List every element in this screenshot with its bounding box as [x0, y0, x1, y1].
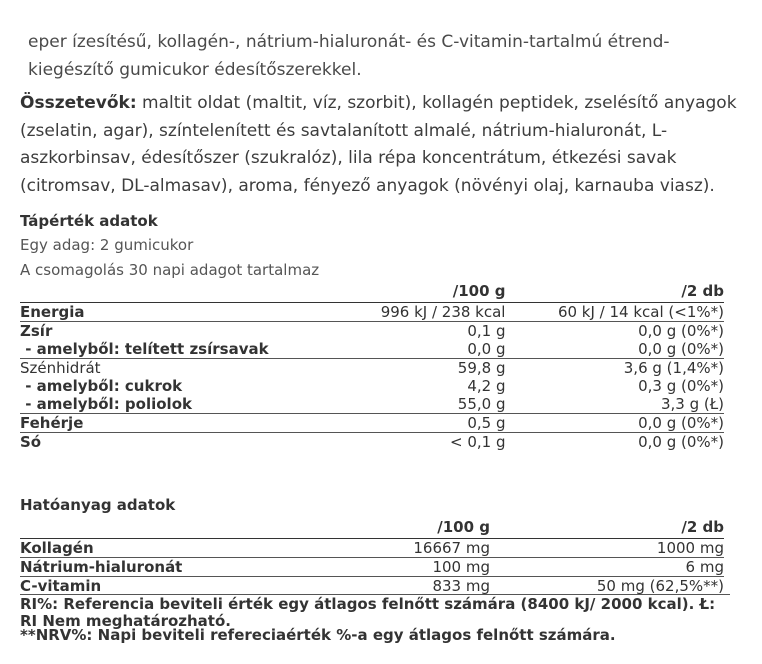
- nutrition-table: [20, 280, 724, 451]
- nutrient-perserving: 3,6 g (1,4%*): [505, 359, 724, 378]
- active-perserving: 50 mg (62,5%**): [490, 577, 724, 596]
- active-ingredients-title: Hatóanyag adatok: [20, 496, 176, 514]
- nutrient-perserving: 3,3 g (Ł): [660, 395, 724, 413]
- active-per100: 100 mg: [220, 558, 490, 577]
- active-header-per100: /100 g: [220, 516, 490, 539]
- nutrient-per100: 996 kJ / 238 kcal: [380, 303, 506, 321]
- nutrition-row-salt: [20, 433, 724, 452]
- nutrition-row-carbs: [20, 359, 724, 378]
- nutrient-name: Szénhidrát: [20, 359, 269, 378]
- nutrition-header-name: [20, 280, 269, 303]
- nutrient-name: Fehérje: [20, 414, 269, 433]
- nutrient-perserving: 0,0 g (0%*): [638, 340, 724, 358]
- nutrient-per100: 4,2 g: [467, 377, 506, 395]
- nutrient-per100: 55,0 g: [457, 395, 506, 413]
- nutrient-per100: < 0,1 g: [269, 433, 506, 452]
- nutrition-row-sugars: [20, 377, 724, 395]
- nutrient-per100: 0,1 g: [269, 322, 506, 341]
- nutrition-header-per100: /100 g: [269, 280, 506, 303]
- nutrient-per100: 59,8 g: [269, 359, 506, 378]
- active-header-perserving: /2 db: [490, 516, 724, 539]
- nutrition-row-fat: [20, 322, 724, 341]
- nutrition-title: Tápérték adatok: [20, 212, 158, 230]
- nutrition-row-polyols: [20, 395, 724, 414]
- nutrient-per100: 0,0 g: [467, 340, 506, 358]
- nutrition-header-perserving: /2 db: [505, 280, 724, 303]
- nutrition-header-row: [20, 280, 724, 303]
- product-description: eper ízesítésű, kollagén-, nátrium-hialuronát- és C-vitamin-tartalmú étrend-kiegészítő gumicukor édesítőszerekkel.: [28, 32, 670, 80]
- nutrient-perserving: 60 kJ / 14 kcal (<1%*): [557, 303, 724, 321]
- active-name: C-vitamin: [20, 577, 220, 596]
- nutrient-name: - amelyből: poliolok: [20, 395, 192, 413]
- nutrient-perserving: 0,0 g (0%*): [505, 322, 724, 341]
- active-name: Kollagén: [20, 539, 94, 557]
- serving-size: Egy adag: 2 gumicukor: [20, 236, 194, 254]
- active-perserving: 6 mg: [490, 558, 724, 577]
- ingredients-text: maltit oldat (maltit, víz, szorbit), kollagén peptidek, zselésítő anyagok (zselatin, agar), színtelenített és savtalanított almalé, nátrium-hialuronát, L-aszkorbinsav, édesítőszer (szukralóz), lila répa koncentrátum, étkezési savak (citromsav, DL-almasav), aroma, fényező anyagok (növényi olaj, karnauba viasz).: [20, 93, 737, 196]
- nutrient-name: Energia: [20, 303, 85, 321]
- nutrition-row-protein: [20, 414, 724, 433]
- active-per100: 16667 mg: [413, 539, 490, 557]
- nutrient-name: - amelyből: telített zsírsavak: [20, 340, 269, 358]
- nutrition-row-saturated: [20, 340, 724, 359]
- nutrient-perserving: 0,0 g (0%*): [505, 414, 724, 433]
- ri-footnote: RI%: Referencia beviteli érték egy átlagos felnőtt számára (8400 kJ/ 2000 kcal). Ł: RI Nem meghatározható.: [20, 594, 730, 630]
- active-header-name: [20, 516, 220, 539]
- nutrient-perserving: 0,3 g (0%*): [638, 377, 724, 395]
- nutrient-perserving: 0,0 g (0%*): [505, 433, 724, 452]
- nutrient-name: Zsír: [20, 322, 269, 341]
- nrv-footnote: **NRV%: Napi beviteli refereciaérték %-a egy átlagos felnőtt számára.: [20, 626, 616, 644]
- active-row-vitamin-c: [20, 577, 724, 596]
- active-row-hyaluronate: [20, 558, 724, 577]
- active-per100: 833 mg: [220, 577, 490, 596]
- active-perserving: 1000 mg: [656, 539, 724, 557]
- nutrient-name: Só: [20, 433, 269, 452]
- ingredients-paragraph: [20, 90, 745, 200]
- active-header-row: [20, 516, 724, 539]
- active-ingredients-table: [20, 516, 724, 595]
- ingredients-label: Összetevők:: [20, 93, 137, 113]
- nutrition-row-energy: [20, 303, 724, 322]
- package-servings: A csomagolás 30 napi adagot tartalmaz: [20, 261, 320, 279]
- nutrient-per100: 0,5 g: [269, 414, 506, 433]
- active-name: Nátrium-hialuronát: [20, 558, 220, 577]
- active-row-collagen: [20, 539, 724, 558]
- nutrient-name: - amelyből: cukrok: [20, 377, 183, 395]
